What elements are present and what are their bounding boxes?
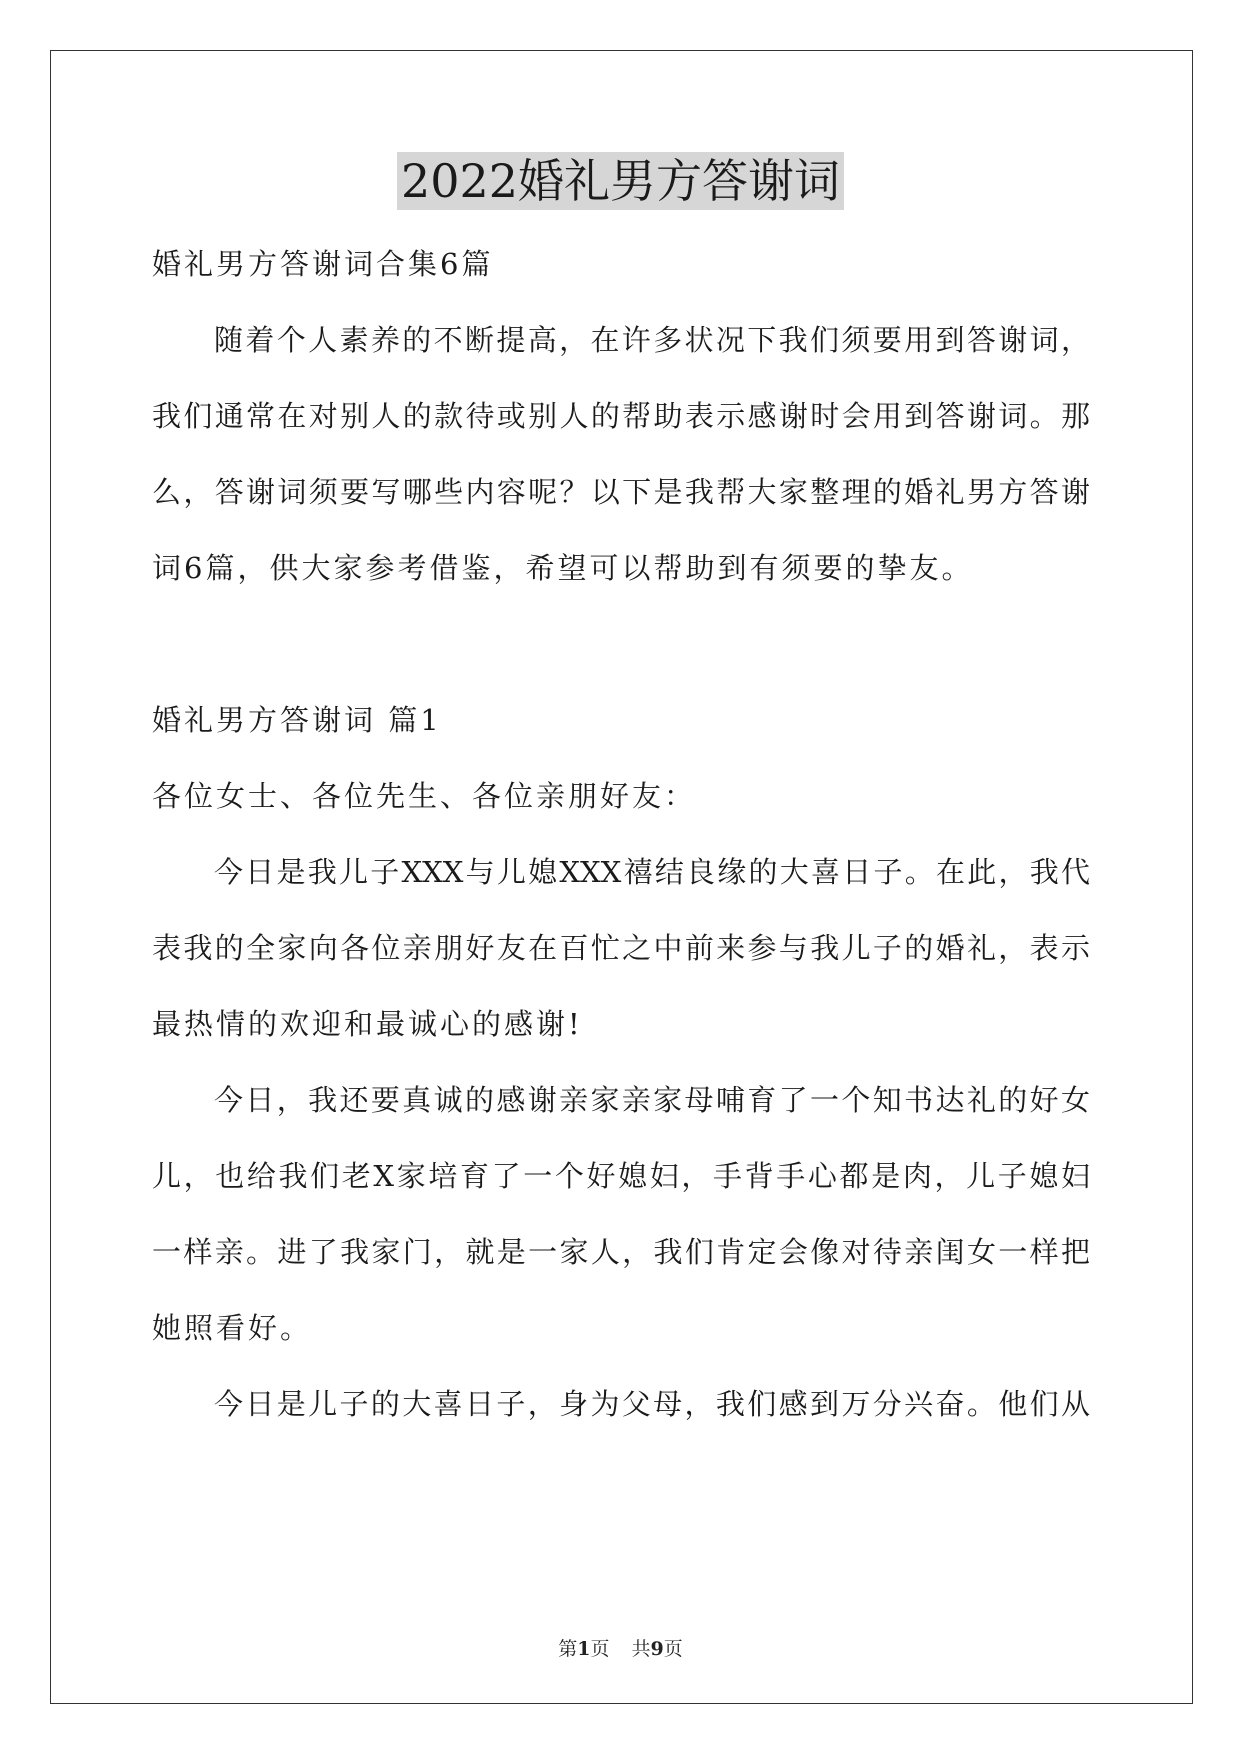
page-prefix: 第 bbox=[558, 1638, 578, 1660]
paragraph-line: 今日，我还要真诚的感谢亲家亲家母哺育了一个知书达礼的好女 bbox=[214, 1083, 1090, 1117]
salutation: 各位女士、各位先生、各位亲朋好友： bbox=[152, 779, 697, 813]
intro-line: 么，答谢词须要写哪些内容呢？以下是我帮大家整理的婚礼男方答谢 bbox=[152, 475, 1090, 509]
page-number: 1 bbox=[577, 1638, 591, 1660]
intro-line: 随着个人素养的不断提高，在许多状况下我们须要用到答谢词， bbox=[214, 323, 1090, 357]
page-footer bbox=[0, 1634, 1241, 1661]
paragraph-line: 儿，也给我们老X家培育了一个好媳妇，手背手心都是肉，儿子媳妇 bbox=[152, 1159, 1090, 1193]
intro-line: 我们通常在对别人的款待或别人的帮助表示感谢时会用到答谢词。那 bbox=[152, 399, 1090, 433]
subtitle: 婚礼男方答谢词合集6篇 bbox=[152, 247, 494, 281]
page-total: 9 bbox=[650, 1638, 664, 1660]
total-suffix: 页 bbox=[663, 1638, 683, 1660]
page-suffix: 页 bbox=[590, 1638, 610, 1660]
paragraph-line: 今日是儿子的大喜日子，身为父母，我们感到万分兴奋。他们从 bbox=[214, 1387, 1090, 1421]
paragraph-line: 最热情的欢迎和最诚心的感谢! bbox=[152, 1007, 583, 1041]
paragraph-line: 她照看好。 bbox=[152, 1311, 313, 1345]
total-prefix: 共 bbox=[631, 1638, 651, 1660]
paragraph-line: 表我的全家向各位亲朋好友在百忙之中前来参与我儿子的婚礼，表示 bbox=[152, 931, 1090, 965]
title-container bbox=[0, 152, 1241, 210]
section-heading: 婚礼男方答谢词 篇1 bbox=[152, 703, 442, 737]
intro-line: 词6篇，供大家参考借鉴，希望可以帮助到有须要的挚友。 bbox=[152, 551, 974, 585]
paragraph-line: 一样亲。进了我家门，就是一家人，我们肯定会像对待亲闺女一样把 bbox=[152, 1235, 1090, 1269]
paragraph-line: 今日是我儿子XXX与儿媳XXX禧结良缘的大喜日子。在此，我代 bbox=[214, 855, 1090, 889]
document-title: 2022婚礼男方答谢词 bbox=[397, 152, 844, 210]
